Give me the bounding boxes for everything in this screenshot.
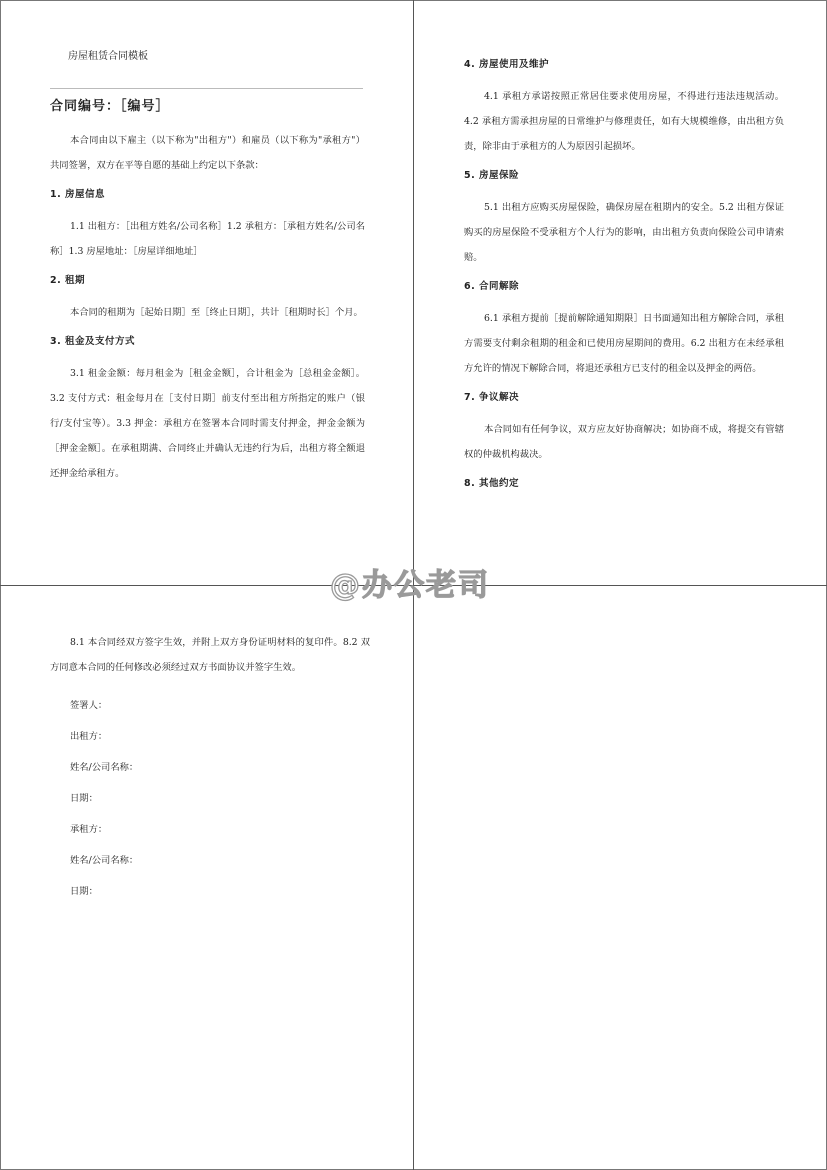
section-4-title: 4. 房屋使用及维护 — [464, 59, 550, 70]
header-rule — [50, 88, 363, 89]
section-2-body: 本合同的租期为［起始日期］至［终止日期］，共计［租期时长］个月。 — [70, 307, 363, 318]
watermark: @办公老司 — [330, 568, 490, 603]
column-bottom-left — [50, 630, 370, 907]
lessee-label: 承租方： — [70, 824, 108, 835]
section-2-title: 2. 租期 — [50, 275, 86, 286]
section-6-body: 6.1 承租方提前［提前解除通知期限］日书面通知出租方解除合同，承租方需要支付剩余租期的租金和已使用房屋期间的费用。6.2 出租方在未经承租方允许的情况下解除合同，将退还承租方已支付的租金以及押金的两倍。 — [464, 313, 784, 374]
section-8-title: 8. 其他约定 — [464, 478, 520, 489]
column-top-left — [50, 48, 365, 486]
section-5-body: 5.1 出租方应购买房屋保险，确保房屋在租期内的安全。5.2 出租方保证购买的房屋保险不受承租方个人行为的影响，由出租方负责向保险公司申请索赔。 — [464, 202, 784, 263]
section-1-title: 1. 房屋信息 — [50, 189, 106, 200]
section-5-title: 5. 房屋保险 — [464, 170, 520, 181]
section-4-body: 4.1 承租方承诺按照正常居住要求使用房屋，不得进行违法违规活动。4.2 承租方需承担房屋的日常维护与修理责任，如有大规模维修，由出租方负责，除非由于承租方的人为原因引起损坏。 — [464, 91, 784, 152]
section-7-title: 7. 争议解决 — [464, 392, 520, 403]
column-top-right — [464, 48, 784, 503]
contract-number: 合同编号：［编号］ — [50, 99, 170, 114]
lessor-name-label: 姓名/公司名称： — [70, 762, 139, 773]
lessor-date-label: 日期： — [70, 793, 98, 804]
lessor-label: 出租方： — [70, 731, 108, 742]
signers-label: 签署人： — [70, 700, 108, 711]
section-3-body: 3.1 租金金额：每月租金为［租金金额］，合计租金为［总租金金额］。3.2 支付方式：租金每月在［支付日期］前支付至出租方所指定的账户（银行/支付宝等）。3.3 押金：承租方在签署本合同时需支付押金，押金金额为［押金金额］。在承租期满、合同终止并确认无违约行为后，出租方将全额退还押金给承租方。 — [50, 368, 365, 479]
section-3-title: 3. 租金及支付方式 — [50, 336, 136, 347]
section-7-body: 本合同如有任何争议，双方应友好协商解决；如协商不成，将提交有管辖权的仲裁机构裁决。 — [464, 424, 784, 460]
section-1-body: 1.1 出租方：［出租方姓名/公司名称］1.2 承租方：［承租方姓名/公司名称］1.3 房屋地址：［房屋详细地址］ — [50, 221, 365, 257]
lessee-date-label: 日期： — [70, 886, 98, 897]
lessee-name-label: 姓名/公司名称： — [70, 855, 139, 866]
section-8-body: 8.1 本合同经双方签字生效，并附上双方身份证明材料的复印件。8.2 双方同意本合同的任何修改必须经过双方书面协议并签字生效。 — [50, 637, 370, 673]
doc-header-title: 房屋租赁合同模板 — [68, 51, 148, 62]
intro-paragraph: 本合同由以下雇主（以下称为"出租方"）和雇员（以下称为"承租方"）共同签署，双方在平等自愿的基础上约定以下条款： — [50, 135, 365, 171]
section-6-title: 6. 合同解除 — [464, 281, 520, 292]
